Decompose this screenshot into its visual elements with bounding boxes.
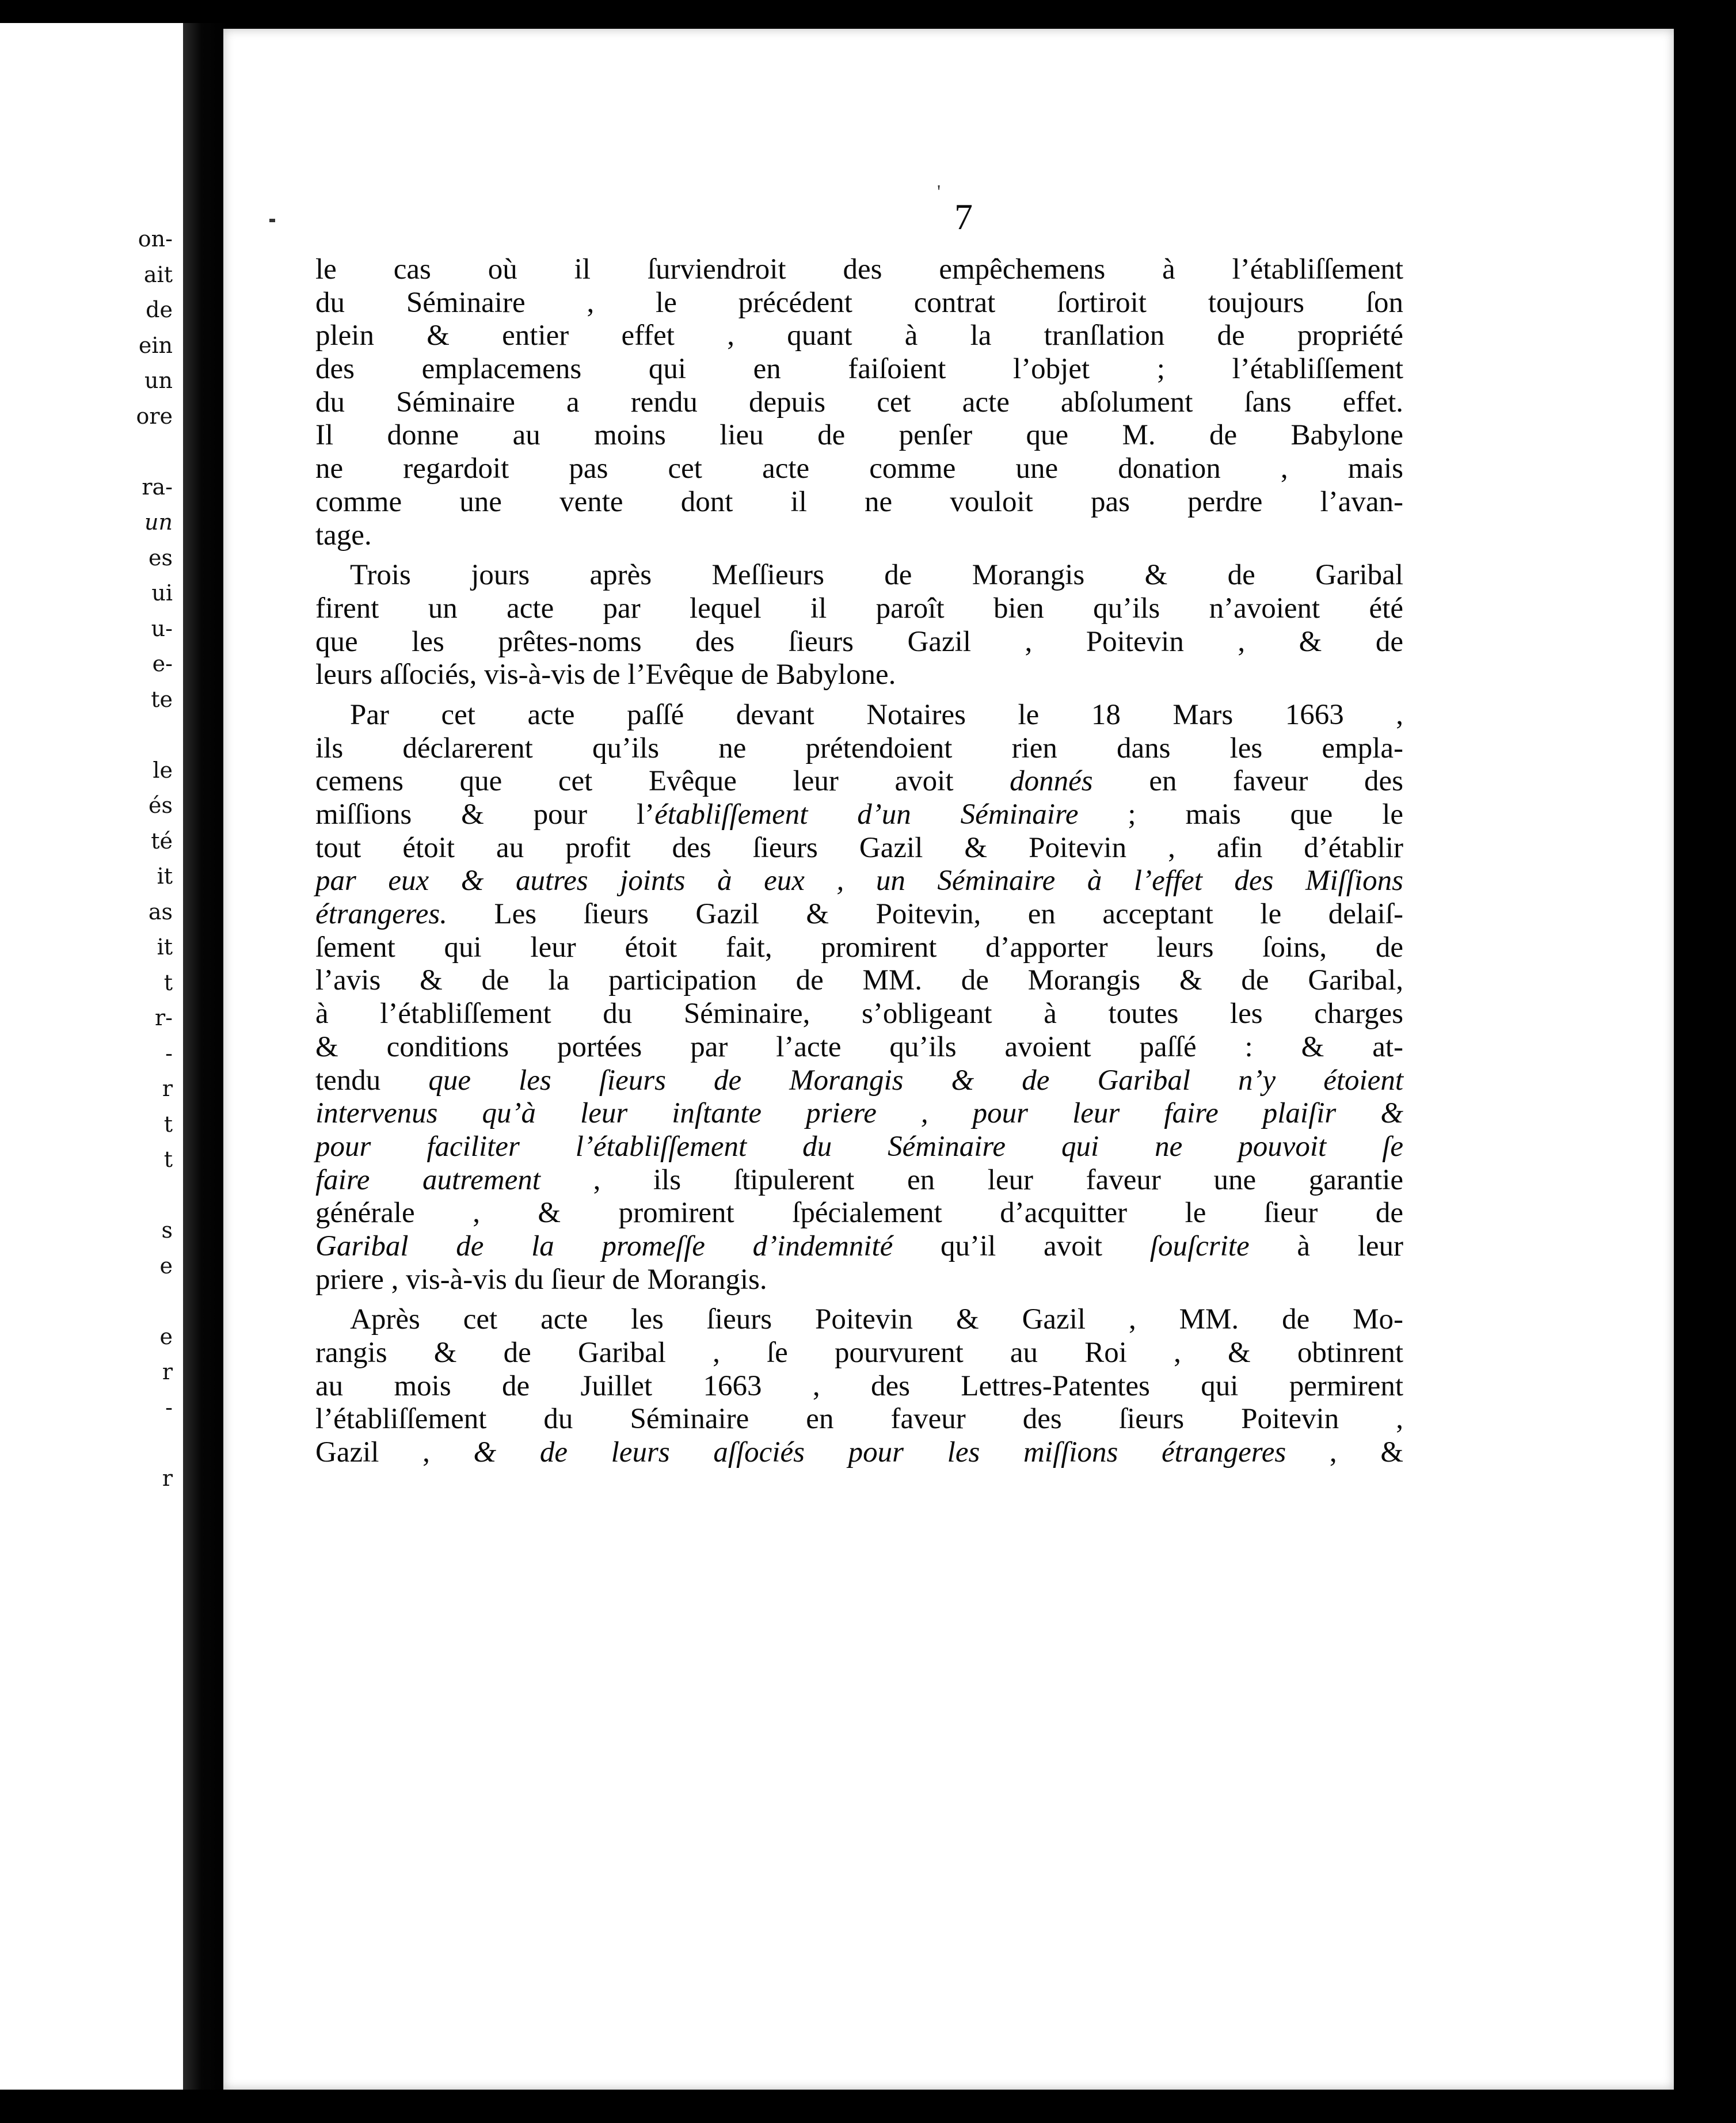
text-line: l’avis & de la participation de MM. de Morangis & de Garibal,	[315, 964, 1403, 997]
left-page-line	[0, 434, 173, 470]
left-page-line: ait	[143, 261, 173, 287]
left-page-line: on-	[138, 226, 173, 252]
left-page-line: r	[162, 1465, 173, 1491]
text-line: par eux & autres joints à eux , un Séminaire à l’effet des Miſſions	[315, 865, 1403, 897]
left-page-line: ra-	[142, 474, 173, 500]
left-page-line: és	[149, 793, 173, 818]
text-line: firent un acte par lequel il paroît bien qu’ils n’avoient été	[315, 592, 1403, 625]
left-page-line: ore	[136, 403, 173, 429]
text-line: tout étoit au profit des ſieurs Gazil & Poitevin , afin d’établir	[315, 831, 1403, 864]
text-line: & conditions portées par l’acte qu’ils avoient paſſé : & at-	[315, 1030, 1403, 1063]
text-line: l’établiſſement du Séminaire en faveur des ſieurs Poitevin ,	[315, 1403, 1403, 1436]
text-line: faire autrement , ils ſtipulerent en leur faveur une garantie	[315, 1163, 1403, 1196]
text-line: au mois de Juillet 1663 , des Lettres-Patentes qui permirent	[315, 1369, 1403, 1402]
text-line: tendu que les ſieurs de Morangis & de Garibal n’y étoient	[315, 1064, 1403, 1097]
left-page-line: s	[161, 1218, 173, 1243]
left-page-line: u-	[151, 615, 173, 641]
text-line: Il donne au moins lieu de penſer que M. de Babylone	[315, 419, 1403, 452]
left-page-line: té	[151, 828, 173, 854]
left-page-line	[0, 1178, 173, 1213]
text-line: pour faciliter l’établiſſement du Séminaire qui ne pouvoit ſe	[315, 1130, 1403, 1163]
page-number: 7	[954, 196, 973, 237]
main-page	[223, 29, 1674, 2090]
text-line: du Séminaire , le précédent contrat ſortiroit toujours ſon	[315, 286, 1403, 319]
paragraph-gap	[315, 552, 1403, 559]
text-line: Garibal de la promeſſe d’indemnité qu’il avoit ſouſcrite à leur	[315, 1230, 1403, 1262]
paragraph-gap	[315, 692, 1403, 699]
text-line: Trois jours après Meſſieurs de Morangis & de Garibal	[350, 559, 1403, 592]
text-line: ſement qui leur étoit fait, promirent d’apporter leurs ſoins, de	[315, 931, 1403, 964]
text-line: leurs aſſociés, vis-à-vis de l’Evêque de Babylone.	[315, 659, 896, 691]
text-line: ils déclarerent qu’ils ne prétendoient rien dans les empla-	[315, 732, 1403, 764]
left-page-text	[0, 222, 173, 1496]
left-page-line	[0, 1425, 173, 1461]
left-page-line: le	[153, 757, 173, 783]
text-line: à l’établiſſement du Séminaire, s’obligeant à toutes les charges	[315, 998, 1403, 1030]
text-line: comme une vente dont il ne vouloit pas perdre l’avan-	[315, 485, 1403, 518]
text-line: cemens que cet Evêque leur avoit donnés en faveur des	[315, 765, 1403, 798]
page-tick-mark: '	[937, 181, 941, 203]
text-line: Après cet acte les ſieurs Poitevin & Gazil , MM. de Mo-	[350, 1303, 1403, 1336]
left-page-line	[0, 1284, 173, 1319]
left-page-line: ui	[151, 580, 173, 606]
text-line: ne regardoit pas cet acte comme une donation , mais	[315, 452, 1403, 485]
left-page-line: e	[159, 1253, 173, 1279]
left-page-line: -	[165, 1040, 173, 1066]
left-page-line: e	[159, 1323, 173, 1349]
left-page-line: t	[163, 969, 173, 995]
text-line: priere , vis-à-vis du ſieur de Morangis.	[315, 1263, 767, 1296]
left-page-line: -	[165, 1394, 173, 1420]
left-page-line: es	[149, 545, 173, 570]
book-gutter	[183, 23, 229, 2090]
text-line: le cas où il ſurviendroit des empêchemens à l’établiſſement	[315, 253, 1403, 286]
left-page-line: t	[163, 1111, 173, 1137]
text-line: que les prêtes-noms des ſieurs Gazil , Poitevin , & de	[315, 625, 1403, 658]
text-line: rangis & de Garibal , ſe pourvurent au Roi , & obtinrent	[315, 1337, 1403, 1369]
left-page-line: r	[162, 1076, 173, 1101]
text-line: du Séminaire a rendu depuis cet acte abſolument ſans effet.	[315, 386, 1403, 418]
text-line: étrangeres. Les ſieurs Gazil & Poitevin, en acceptant le delaiſ-	[315, 898, 1403, 931]
left-page-line: de	[146, 297, 173, 322]
text-line: Par cet acte paſſé devant Notaires le 18 Mars 1663 ,	[350, 698, 1403, 731]
text-line: miſſions & pour l’établiſſement d’un Séminaire ; mais que le	[315, 798, 1404, 831]
text-line: intervenus qu’à leur inſtante priere , pour leur faire plaiſir &	[315, 1097, 1403, 1130]
left-page-line: un	[144, 509, 173, 535]
body-text	[315, 253, 1403, 1470]
text-line: plein & entier effet , quant à la tranſlation de propriété	[315, 319, 1403, 352]
text-line: Gazil , & de leurs aſſociés pour les miſſions étrangeres , &	[315, 1436, 1403, 1469]
left-page-line: as	[148, 899, 173, 924]
left-page-line: un	[144, 368, 173, 393]
left-page-line: it	[157, 863, 173, 889]
left-page-line: te	[151, 686, 173, 712]
text-line: tage.	[315, 519, 372, 551]
text-line: des emplacemens qui en faiſoient l’objet ; l’établiſſement	[315, 353, 1403, 386]
left-page-line: it	[157, 934, 173, 960]
text-line: générale , & promirent ſpécialement d’acquitter le ſieur de	[315, 1197, 1403, 1230]
left-page-line: e-	[152, 651, 173, 676]
left-page-line: t	[163, 1147, 173, 1172]
left-page-line: r-	[154, 1005, 173, 1030]
left-page-line	[0, 717, 173, 753]
left-page-line: ein	[138, 332, 173, 358]
stray-ink-mark	[269, 219, 275, 222]
left-page-fragment	[0, 23, 183, 2090]
left-page-line: r	[162, 1359, 173, 1384]
paragraph-gap	[315, 1296, 1403, 1303]
